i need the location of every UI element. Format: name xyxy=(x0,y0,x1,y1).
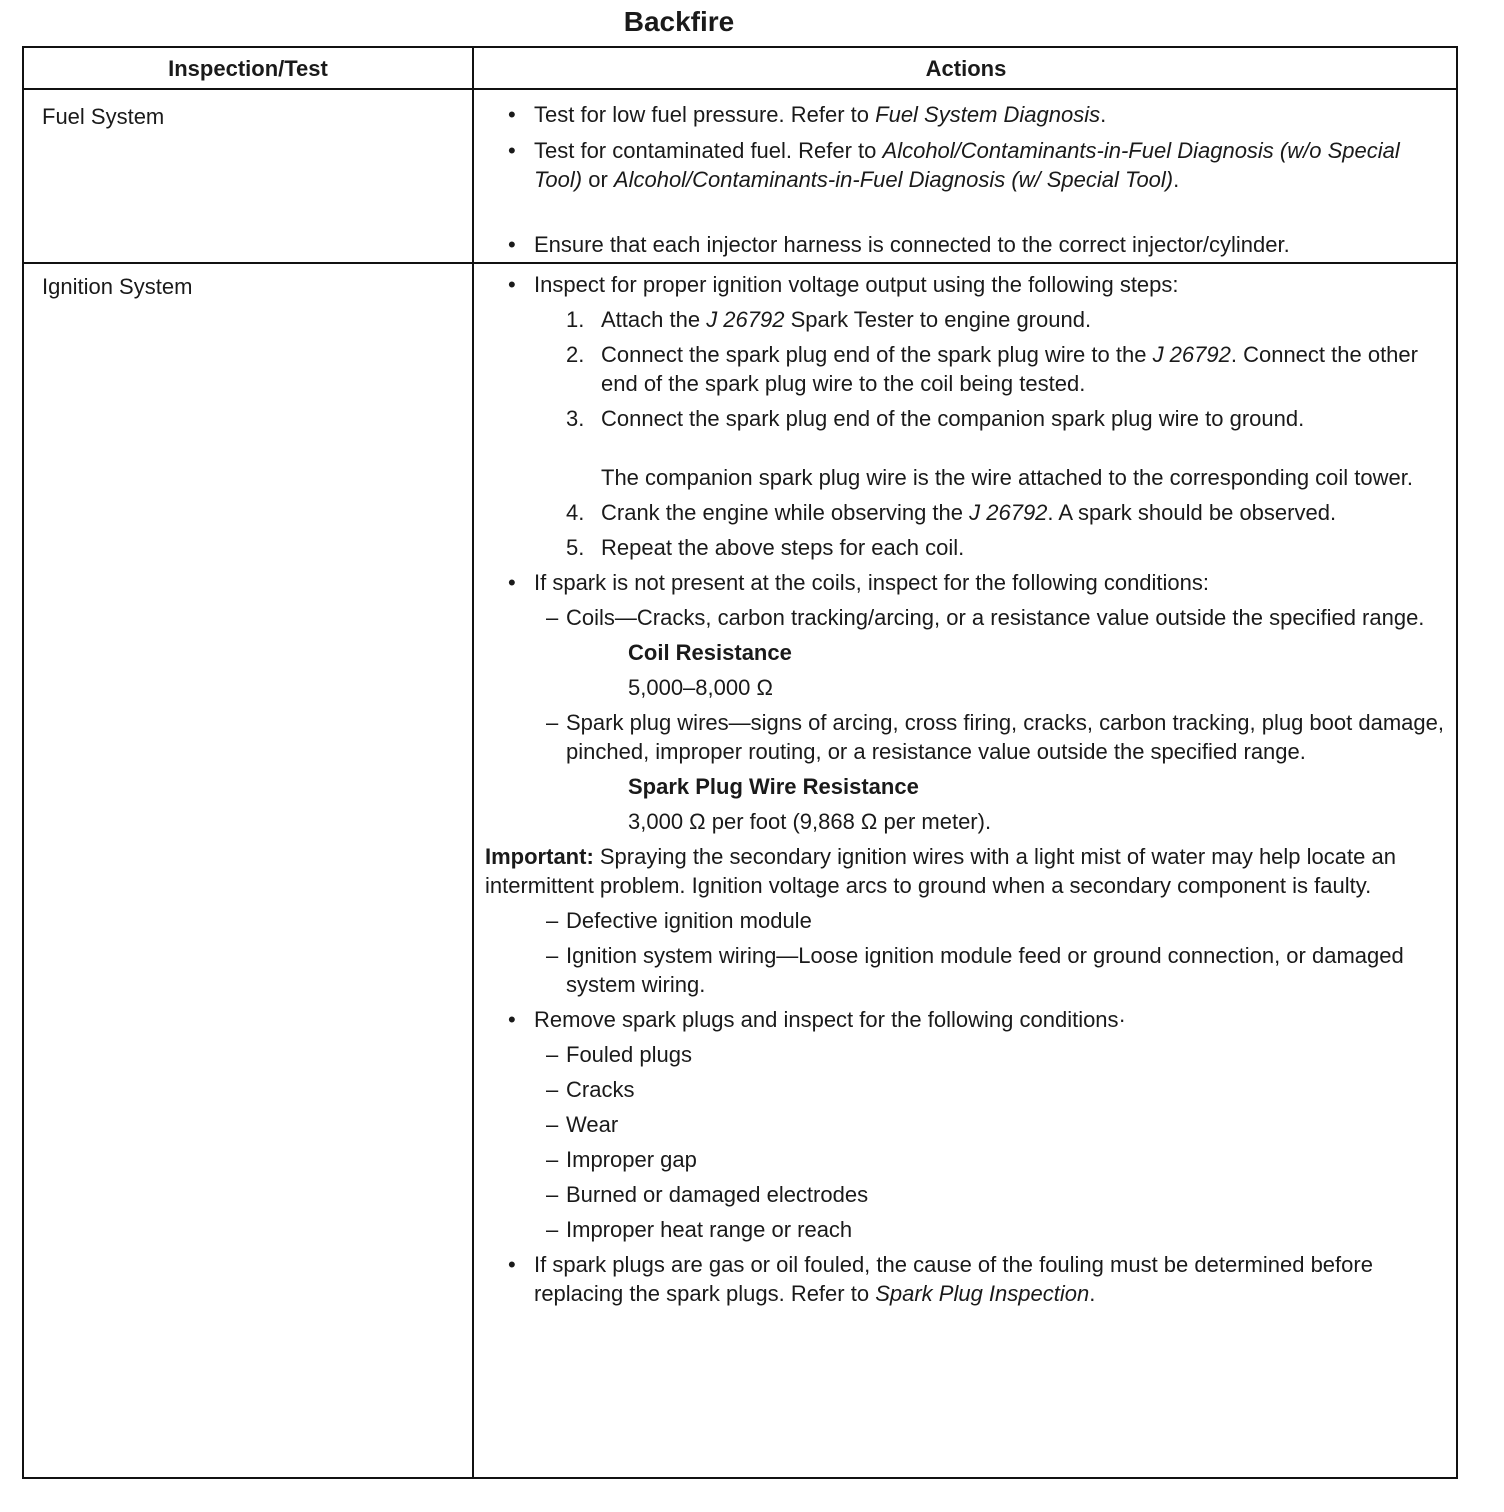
condition-spark-plug-wires: – Spark plug wires—signs of arcing, cross firing, cracks, carbon tracking, plug boot damage, pinched, improper routing, or a resistance value outside the specified range. xyxy=(486,708,1446,766)
col-header-inspection: Inspection/Test xyxy=(168,56,328,81)
plug-condition-heat-range: – Improper heat range or reach xyxy=(486,1215,1446,1244)
page-title: Backfire xyxy=(623,6,735,37)
ignition-bullet-voltage: • Inspect for proper ignition voltage output using the following steps: xyxy=(486,270,1446,299)
plug-condition-cracks: – Cracks xyxy=(486,1075,1446,1104)
row-label-ignition-system: Ignition System xyxy=(42,274,193,299)
step-2: 2. Connect the spark plug end of the spark plug wire to the J 26792. Connect the other end of the spark plug wire to the coil being tested. xyxy=(566,342,1418,396)
ref-alcohol-diagnosis-w-tool[interactable]: Alcohol/Contaminants-in-Fuel Diagnosis xyxy=(613,167,1006,192)
ref-alcohol-diagnosis-wo-tool[interactable]: Alcohol/Contaminants-in-Fuel Diagnosis (w/o Special Tool) xyxy=(534,138,1400,192)
tool-j26792: J 26792 xyxy=(1152,342,1231,367)
condition-coils: – Coils—Cracks, carbon tracking/arcing, or a resistance value outside the specified range. xyxy=(486,603,1446,632)
ignition-actions xyxy=(486,270,1446,1308)
fuel-bullet-pressure: • Test for low fuel pressure. Refer to Fuel System Diagnosis. xyxy=(486,100,1446,129)
ignition-bullet-fouled: • If spark plugs are gas or oil fouled, the cause of the fouling must be determined before replacing the spark plugs. Refer to Spark Plug Inspection. xyxy=(486,1250,1446,1308)
important-label: Important: xyxy=(485,844,594,869)
step-1: 1. Attach the J 26792 Spark Tester to engine ground. xyxy=(566,307,1092,332)
step-5: 5. Repeat the above steps for each coil. xyxy=(566,535,965,560)
wire-resistance-value: 3,000 Ω per foot (9,868 Ω per meter). xyxy=(628,809,992,834)
wire-resistance-heading: Spark Plug Wire Resistance xyxy=(628,774,919,799)
plug-condition-gap: – Improper gap xyxy=(486,1145,1446,1174)
coil-resistance-heading: Coil Resistance xyxy=(628,640,792,665)
tool-j26792: J 26792 xyxy=(969,500,1048,525)
important-note: Important: Spraying the secondary ignition wires with a light mist of water may help locate an intermittent problem. Ignition voltage arcs to ground when a secondary component is faulty. xyxy=(485,844,1396,898)
ref-spark-plug-inspection[interactable]: Spark Plug Inspection xyxy=(875,1281,1090,1306)
ignition-bullet-remove-plugs: • Remove spark plugs and inspect for the following conditions· xyxy=(486,1005,1446,1034)
coil-resistance-value: 5,000–8,000 Ω xyxy=(628,675,773,700)
ignition-bullet-no-spark: • If spark is not present at the coils, inspect for the following conditions: xyxy=(486,568,1446,597)
diagnostic-table xyxy=(22,46,1458,1479)
plug-condition-wear: – Wear xyxy=(486,1110,1446,1139)
fuel-bullet-contaminated: • Test for contaminated fuel. Refer to Alcohol/Contaminants-in-Fuel Diagnosis (w/o Special Tool) or Alcohol/Contaminants-in-Fuel Diagnosis (w/ Special Tool). xyxy=(486,136,1446,194)
row-label-fuel-system: Fuel System xyxy=(42,104,165,129)
plug-condition-electrodes: – Burned or damaged electrodes xyxy=(486,1180,1446,1209)
step-4: 4. Crank the engine while observing the J 26792. A spark should be observed. xyxy=(566,500,1337,525)
header-divider xyxy=(24,88,1456,90)
condition-ignition-wiring: – Ignition system wiring—Loose ignition module feed or ground connection, or damaged system wiring. xyxy=(486,941,1446,999)
fuel-actions xyxy=(486,100,1446,259)
condition-ignition-module: – Defective ignition module xyxy=(486,906,1446,935)
ref-fuel-system-diagnosis[interactable]: Fuel System Diagnosis xyxy=(875,102,1101,127)
step-3-note: The companion spark plug wire is the wire attached to the corresponding coil tower. xyxy=(601,465,1413,490)
plug-condition-fouled: – Fouled plugs xyxy=(486,1040,1446,1069)
tool-j26792: J 26792 xyxy=(706,307,785,332)
col-header-actions: Actions xyxy=(925,56,1007,81)
step-3: 3. Connect the spark plug end of the companion spark plug wire to ground. xyxy=(566,406,1305,431)
row-divider xyxy=(24,262,1456,264)
fuel-bullet-injector: • Ensure that each injector harness is connected to the correct injector/cylinder. xyxy=(486,230,1446,259)
